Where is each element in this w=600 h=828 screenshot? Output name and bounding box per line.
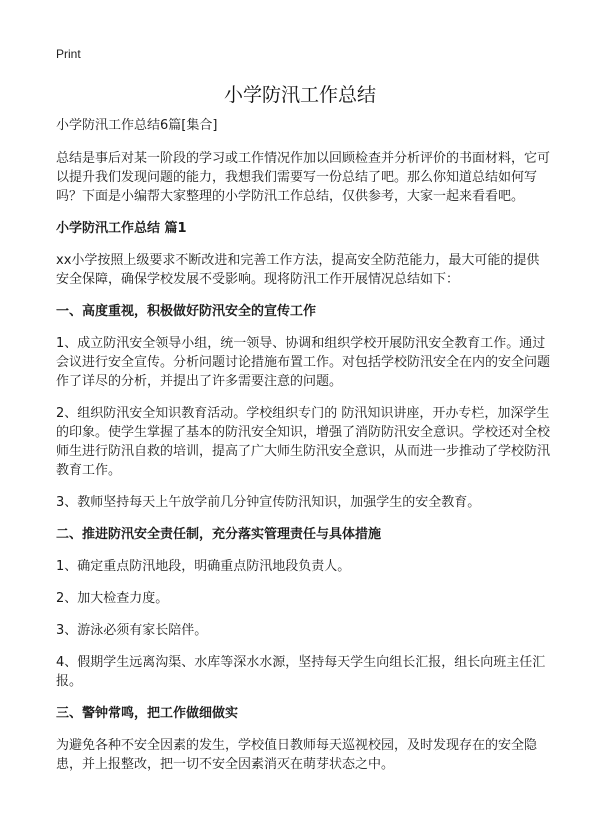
paragraph: 1、成立防汛安全领导小组，统一领导、协调和组织学校开展防汛安全教育工作。通过会议进行安全宣传。分析问题讨论措施布置工作。对包括学校防汛安全在内的安全问题作了详尽的分析，并提出了许多需要注意的问题。 [56, 336, 551, 389]
paragraph: 3、教师坚持每天上午放学前几分钟宣传防汛知识，加强学生的安全教育。 [56, 495, 481, 510]
section-heading: 二、推进防汛安全责任制，充分落实管理责任与具体措施 [56, 527, 382, 542]
paragraph: 2、加大检查力度。 [56, 591, 169, 606]
paragraph: 4、假期学生远离沟渠、水库等深水水源，坚持每天学生向组长汇报，组长向班主任汇报。 [56, 655, 546, 689]
section-heading: 三、警钟常鸣，把工作做细做实 [56, 706, 239, 721]
page-title: 小学防汛工作总结 [223, 84, 376, 106]
paragraph: 2、组织防汛安全知识教育活动。学校组织专门的 防汛知识讲座，开办专栏，加深学生的印象。使学生掌握了基本的防汛安全知识，增强了消防防汛安全意识。学校还对全校师生进行防汛自救的培训，提高了广大师生防汛安全意识，从而进一步推动了学校防汛教育工作。 [56, 406, 551, 478]
document-body [56, 116, 552, 787]
paragraph: 1、确定重点防汛地段，明确重点防汛地段负责人。 [56, 559, 351, 574]
section-heading: 一、高度重视，积极做好防汛安全的宣传工作 [56, 304, 317, 319]
paragraph: 为避免各种不安全因素的发生，学校值日教师每天巡视校园，及时发现存在的安全隐患，并上报整改，把一切不安全因素消灭在萌芽状态之中。 [56, 738, 538, 772]
print-link[interactable]: Print [56, 47, 81, 61]
paragraph: 3、游泳必须有家长陪伴。 [56, 623, 208, 638]
part-intro-paragraph: xx小学按照上级要求不断改进和完善工作方法，提高安全防范能力，最大可能的提供安全保障，确保学校发展不受影响。现将防汛工作开展情况总结如下： [56, 253, 540, 287]
part-heading: 小学防汛工作总结 篇1 [56, 221, 187, 236]
intro-paragraph: 总结是事后对某一阶段的学习或工作情况作加以回顾检查并分析评价的书面材料，它可以提升我们发现问题的能力，我想我们需要写一份总结了吧。那么你知道总结如何写吗？下面是小编帮大家整理的小学防汛工作总结，仅供参考，大家一起来看看吧。 [56, 151, 551, 204]
document-subtitle: 小学防汛工作总结6篇[集合] [56, 118, 218, 133]
